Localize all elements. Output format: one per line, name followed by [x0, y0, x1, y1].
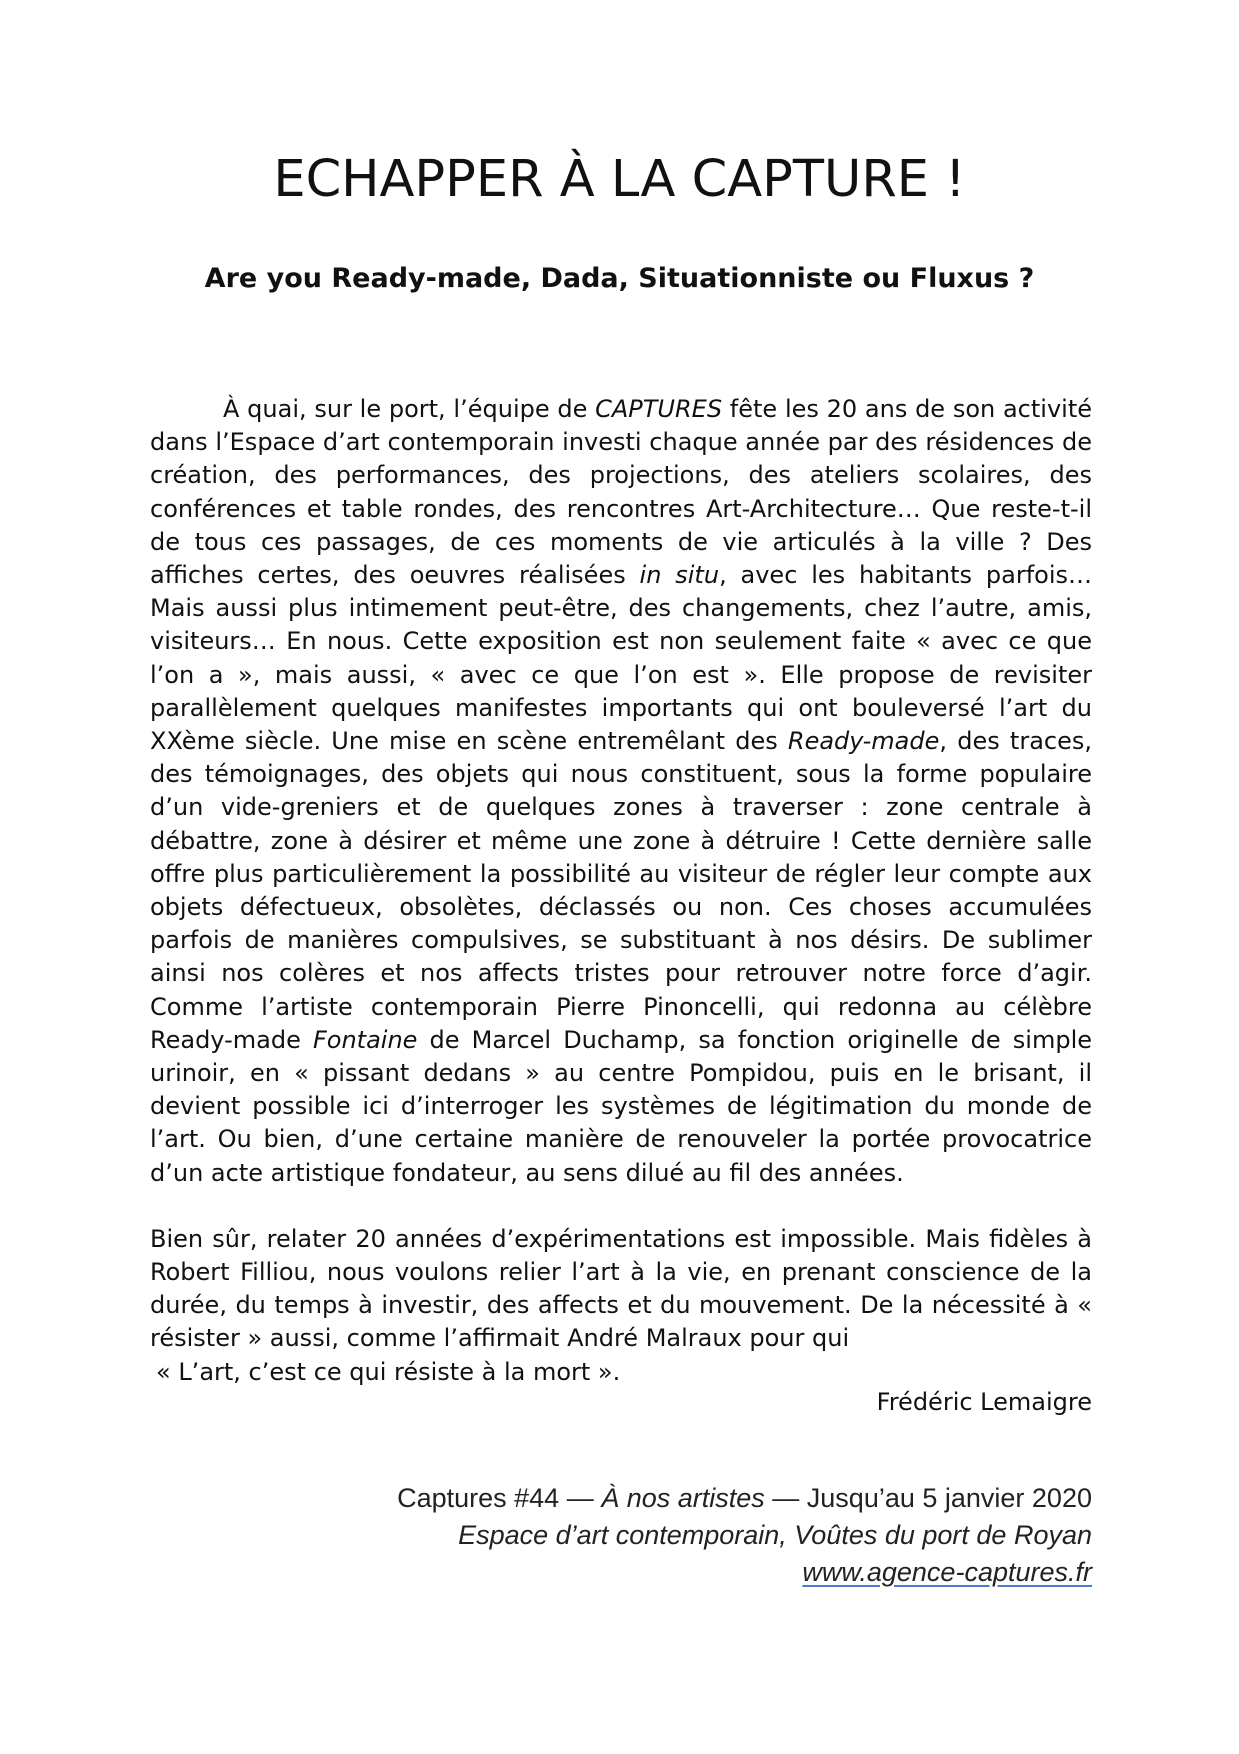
footer-exhibition-line: [397, 1480, 1092, 1517]
article-body: [150, 393, 1092, 1389]
footer-exhibition-title: À nos artistes: [601, 1483, 765, 1513]
paragraph-1-text-b: fête les 20 ans de son activité dans l’Espace d’art contemporain investi chaque année par des résidences de création, des performances, des projections, des ateliers scolaires, des conférences et table rondes, des rencontres Art-Architecture… Que reste-t-il de tous ces passages, de ces moments de vie articulés à la ville ? Des affiches certes, des oeuvres réalisées: [150, 395, 1092, 590]
paragraph-1-text-a: À quai, sur le port, l’équipe de: [223, 395, 596, 423]
footer-link-line: [397, 1554, 1092, 1591]
malraux-quote: « L’art, c’est ce qui résiste à la mort ».: [156, 1357, 621, 1386]
page-subtitle: Are you Ready-made, Dada, Situationniste ou Fluxus ?: [204, 263, 1035, 294]
footer-exhibition-dates: — Jusqu’au 5 janvier 2020: [764, 1483, 1092, 1513]
paragraph-1: [150, 393, 1092, 1190]
paragraph-2-text: Bien sûr, relater 20 années d’expérimentations est impossible. Mais fidèles à Robert Filliou, nous voulons relier l’art à la vie, en prenant conscience de la durée, du temps à investir, des affects et du mouvement. De la nécessité à « résister » aussi, comme l’affirmait André Malraux pour qui: [150, 1224, 1092, 1353]
paragraph-1-text-c: , avec les habitants parfois… Mais aussi plus intimement peut-être, des changements, chez l’autre, amis, visiteurs… En nous. Cette exposition est non seulement faite « avec ce que l’on a », mais aussi, « avec ce que l’on est ». Elle propose de revisiter parallèlement quelques manifestes importants qui ont bouleversé l’art du XXème siècle. Une mise en scène entremêlant des: [150, 561, 1092, 756]
in-situ-italic: in situ: [639, 561, 720, 590]
paragraph-2: [150, 1223, 1092, 1389]
website-link[interactable]: www.agence-captures.fr: [802, 1557, 1092, 1587]
exhibition-footer: [397, 1480, 1092, 1591]
page-title: ECHAPPER À LA CAPTURE !: [273, 150, 966, 209]
author-signature: Frédéric Lemaigre: [876, 1388, 1092, 1416]
ready-made-italic: Ready-made: [787, 727, 940, 756]
paragraph-1-text-e: de Marcel Duchamp, sa fonction originelle de simple urinoir, en « pissant dedans » au centre Pompidou, puis en le brisant, il devient possible ici d’interroger les systèmes de légitimation du monde de l’art. Ou bien, d’une certaine manière de renouveler la portée provocatrice d’un acte artistique fondateur, au sens dilué au fil des années.: [150, 1025, 1092, 1187]
captures-italic: CAPTURES: [595, 395, 723, 423]
footer-exhibition-number: Captures #44 —: [397, 1483, 602, 1513]
paragraph-1-text-d: , des traces, des témoignages, des objets qui nous constituent, sous la forme populaire d’un vide-greniers et de quelques zones à traverser : zone centrale à débattre, zone à désirer et même une zone à détruire ! Cette dernière salle offre plus particulièrement la possibilité au visiteur de régler leur compte aux objets défectueux, obsolètes, déclassés ou non. Ces choses accumulées parfois de manières compulsives, se substituant à nos désirs. De sublimer ainsi nos colères et nos affects tristes pour retrouver notre force d’agir. Comme l’artiste contemporain Pierre Pinoncelli, qui redonna au célèbre Ready-made: [150, 727, 1092, 1054]
fontaine-italic: Fontaine: [312, 1025, 418, 1054]
footer-venue: Espace d’art contemporain, Voûtes du port de Royan: [458, 1520, 1092, 1550]
